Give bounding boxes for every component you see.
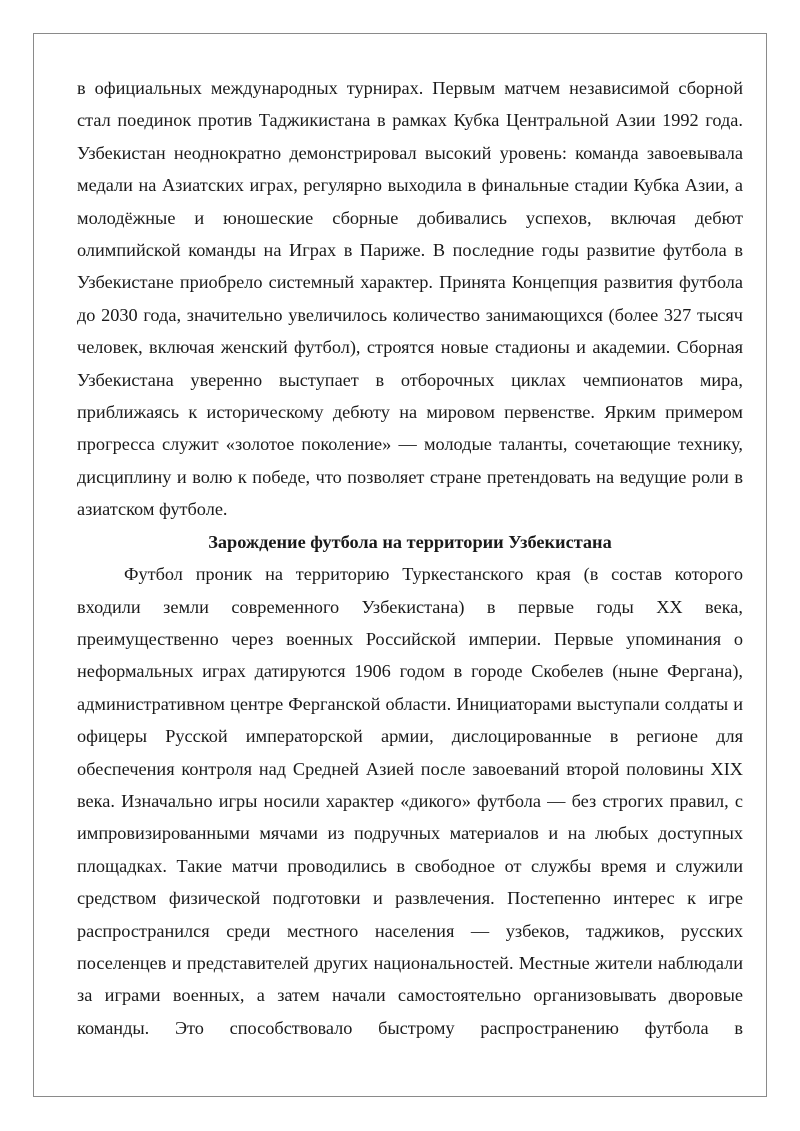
document-body (77, 72, 743, 1044)
paragraph-continuation: в официальных международных турнирах. Первым матчем независимой сборной стал поединок против Таджикистана в рамках Кубка Центральной Азии 1992 года. Узбекистан неоднократно демонстрировал высокий уровень: команда завоевывала медали на Азиатских играх, регулярно выходила в финальные стадии Кубка Азии, а молодёжные и юношеские сборные добивались успехов, включая дебют олимпийской команды на Играх в Париже. В последние годы развитие футбола в Узбекистане приобрело системный характер. Принята Концепция развития футбола до 2030 года, значительно увеличилось количество занимающихся (более 327 тысяч человек, включая женский футбол), строятся новые стадионы и академии. Сборная Узбекистана уверенно выступает в отборочных циклах чемпионатов мира, приближаясь к историческому дебюту на мировом первенстве. Ярким примером прогресса служит «золотое поколение» — молодые таланты, сочетающие технику, дисциплину и волю к победе, что позволяет стране претендовать на ведущие роли в азиатском футболе. (77, 78, 743, 520)
section-heading: Зарождение футбола на территории Узбекистана (208, 531, 612, 552)
paragraph-origins: Футбол проник на территорию Туркестанского края (в состав которого входили земли современного Узбекистана) в первые годы XX века, преимущественно через военных Российской империи. Первые упоминания о неформальных играх датируются 1906 годом в городе Скобелев (ныне Фергана), административном центре Ферганской области. Инициаторами выступали солдаты и офицеры Русской императорской армии, дислоцированные в регионе для обеспечения контроля над Средней Азией после завоеваний второй половины XIX века. Изначально игры носили характер «дикого» футбола — без строгих правил, с импровизированными мячами из подручных материалов и на любых доступных площадках. Такие матчи проводились в свободное от службы время и служили средством физической подготовки и развлечения. Постепенно интерес к игре распространился среди местного населения — узбеков, таджиков, русских поселенцев и представителей других национальностей. Местные жители наблюдали за играми военных, а затем начали самостоятельно организовывать дворовые команды. Это способствовало быстрому распространению футбола в (77, 564, 743, 1038)
